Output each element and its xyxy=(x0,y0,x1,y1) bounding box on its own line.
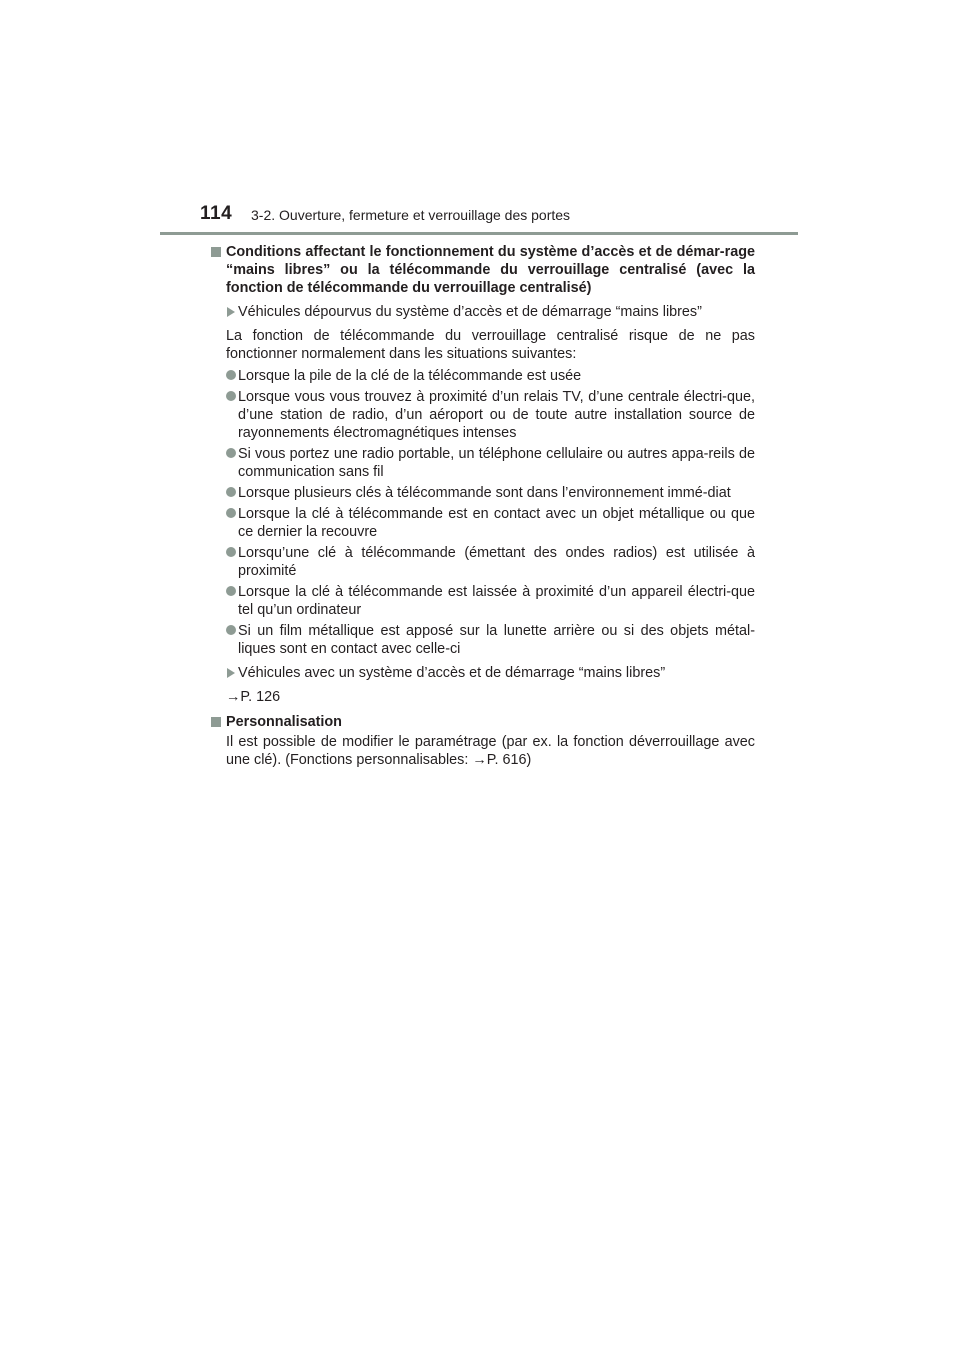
subheading-text: Véhicules avec un système d’accès et de démarrage “mains libres” xyxy=(238,665,666,681)
list-item xyxy=(226,505,755,541)
bullet-dot-icon xyxy=(226,370,236,380)
list-item xyxy=(226,622,755,658)
list-item xyxy=(226,367,755,385)
list-item-text: Lorsque plusieurs clés à télécommande sont dans l’environnement immé-diat xyxy=(238,485,731,501)
section-conditions xyxy=(211,243,755,297)
chapter-title: 3-2. Ouverture, fermeture et verrouillage des portes xyxy=(251,207,571,223)
page-content xyxy=(211,243,755,769)
subheading-with-smart-entry xyxy=(226,664,755,682)
list-item xyxy=(226,583,755,619)
triangle-bullet-icon xyxy=(227,668,235,678)
section-customization xyxy=(211,713,755,731)
list-item-text: Lorsque la clé à télécommande est en contact avec un objet métallique ou que ce dernier la recouvre xyxy=(238,506,755,540)
bullet-dot-icon xyxy=(226,487,236,497)
list-item-text: Lorsqu’une clé à télécommande (émettant des ondes radios) est utilisée à proximité xyxy=(238,545,755,579)
list-item xyxy=(226,544,755,580)
list-item-text: Si un film métallique est apposé sur la lunette arrière ou si des objets métal-liques sont en contact avec celle-ci xyxy=(238,623,755,657)
bullet-dot-icon xyxy=(226,391,236,401)
section-title: Conditions affectant le fonctionnement du système d’accès et de démar-rage “mains libres” ou la télécommande du verrouillage centralisé (avec la fonction de télécommande du verrouillage centralisé) xyxy=(226,244,755,296)
section-square-icon xyxy=(211,247,221,257)
list-item-text: Lorsque la pile de la clé de la télécommande est usée xyxy=(238,368,582,384)
bullet-list xyxy=(226,367,755,658)
list-item xyxy=(226,484,755,502)
subheading-text: Véhicules dépourvus du système d’accès et de démarrage “mains libres” xyxy=(238,304,702,320)
triangle-bullet-icon xyxy=(227,307,235,317)
bullet-dot-icon xyxy=(226,547,236,557)
intro-paragraph: La fonction de télécommande du verrouillage centralisé risque de ne pas fonctionner normalement dans les situations suivantes: xyxy=(226,328,755,362)
list-item-text: Lorsque la clé à télécommande est laissée à proximité d’un appareil électri-que tel qu’un ordinateur xyxy=(238,584,755,618)
list-item xyxy=(226,445,755,481)
bullet-dot-icon xyxy=(226,586,236,596)
bullet-dot-icon xyxy=(226,508,236,518)
customization-paragraph: Il est possible de modifier le paramétrage (par ex. la fonction déverrouillage avec une clé). (Fonctions personnalisables: →P. 616) xyxy=(226,734,755,768)
bullet-dot-icon xyxy=(226,625,236,635)
list-item-text: Si vous portez une radio portable, un téléphone cellulaire ou autres appa-reils de communication sans fil xyxy=(238,446,755,480)
bullet-dot-icon xyxy=(226,448,236,458)
section-title: Personnalisation xyxy=(226,714,342,730)
section-body xyxy=(211,303,755,706)
header-rule xyxy=(160,232,798,235)
subheading-without-smart-entry xyxy=(226,303,755,321)
page-number: 114 xyxy=(200,203,233,224)
section-square-icon xyxy=(211,717,221,727)
page-reference-link[interactable]: →P. 126 xyxy=(226,689,281,705)
list-item-text: Lorsque vous vous trouvez à proximité d’un relais TV, d’une centrale électri-que, d’une station de radio, d’un aéroport ou de toute autre installation source de rayonnements électromagnétiques intenses xyxy=(238,389,755,441)
list-item xyxy=(226,388,755,442)
section-body xyxy=(211,733,755,769)
